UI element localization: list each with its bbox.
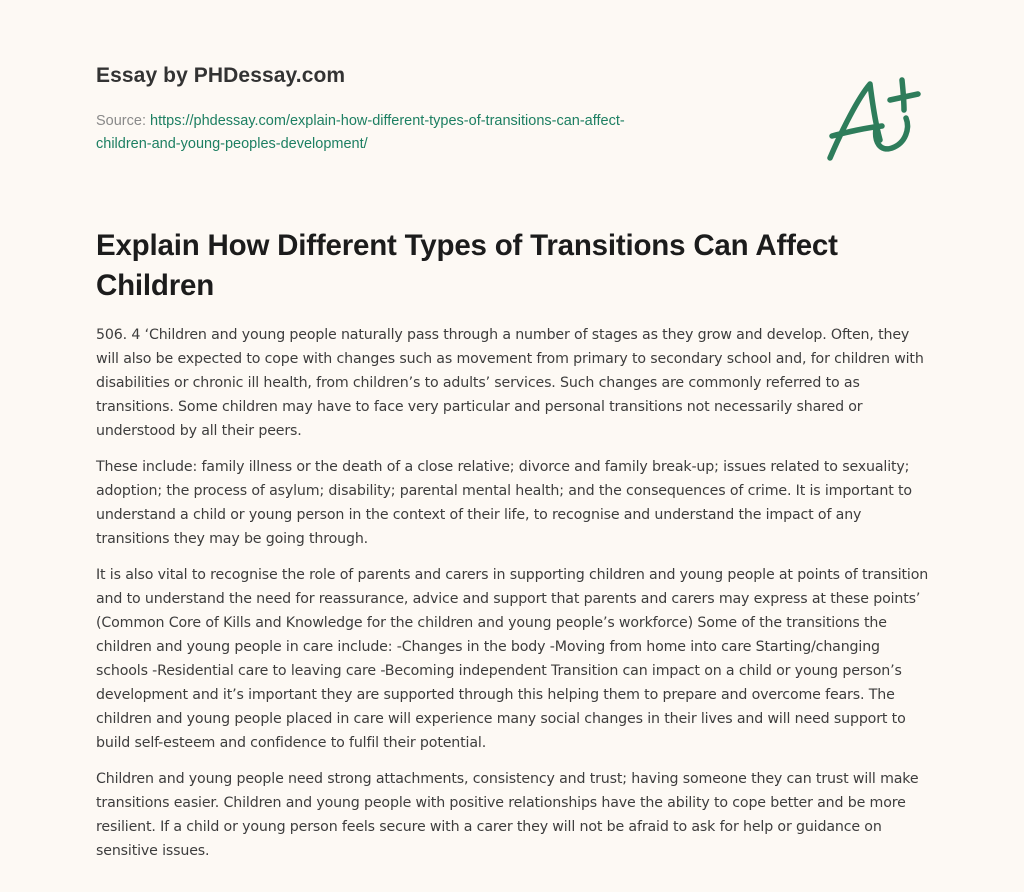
article-paragraph: These include: family illness or the death of a close relative; divorce and family break-up; issues related to sexuality; adoption; the process of asylum; disability; parental mental health; and the consequences of crime. It is important to understand a child or young person in the context of their life, to recognise and understand the impact of any transitions they may be going through. <box>96 459 912 547</box>
site-title: Essay by PHDessay.com <box>96 64 346 87</box>
source-link-line-2: children-and-young-peoples-development/ <box>96 136 368 152</box>
article-title: Explain How Different Types of Transitions Can Affect Children <box>96 229 838 302</box>
page-header <box>96 64 796 156</box>
article-body <box>96 323 931 875</box>
source-link[interactable] <box>96 113 625 152</box>
source-link-line-1: https://phdessay.com/explain-how-different-types-of-transitions-can-affect- <box>150 113 625 129</box>
article-paragraph: Children and young people need strong attachments, consistency and trust; having someone they can trust will make transitions easier. Children and young people with positive relationships have the ability to cope better and be more resilient. If a child or young person feels secure with a carer they will not be afraid to ask for help or guidance on sensitive issues. <box>96 771 919 859</box>
a-plus-grade-icon <box>820 70 930 170</box>
source-line <box>96 110 796 156</box>
source-label: Source: <box>96 113 146 129</box>
article-paragraph: It is also vital to recognise the role of parents and carers in supporting children and young people at points of transition and to understand the need for reassurance, advice and support that parents and carers may express at these points’ (Common Core of Kills and Knowledge for the children and young people’s workforce) Some of the transitions the children and young people in care include: -Changes in the body -Moving from home into care Starting/changing schools -Residential care to leaving care -Becoming independent Transition can impact on a child or young person’s development and it’s important they are supported through this helping them to prepare and overcome fears. The children and young people placed in care will experience many social changes in their lives and will need support to build self-esteem and confidence to fulfil their potential. <box>96 567 929 751</box>
article-paragraph: 506. 4 ‘Children and young people naturally pass through a number of stages as they grow and develop. Often, they will also be expected to cope with changes such as movement from primary to secondary school and, for children with disabilities or chronic ill health, from children’s to adults’ services. Such changes are commonly referred to as transitions. Some children may have to face very particular and personal transitions not necessarily shared or understood by all their peers. <box>96 327 924 439</box>
